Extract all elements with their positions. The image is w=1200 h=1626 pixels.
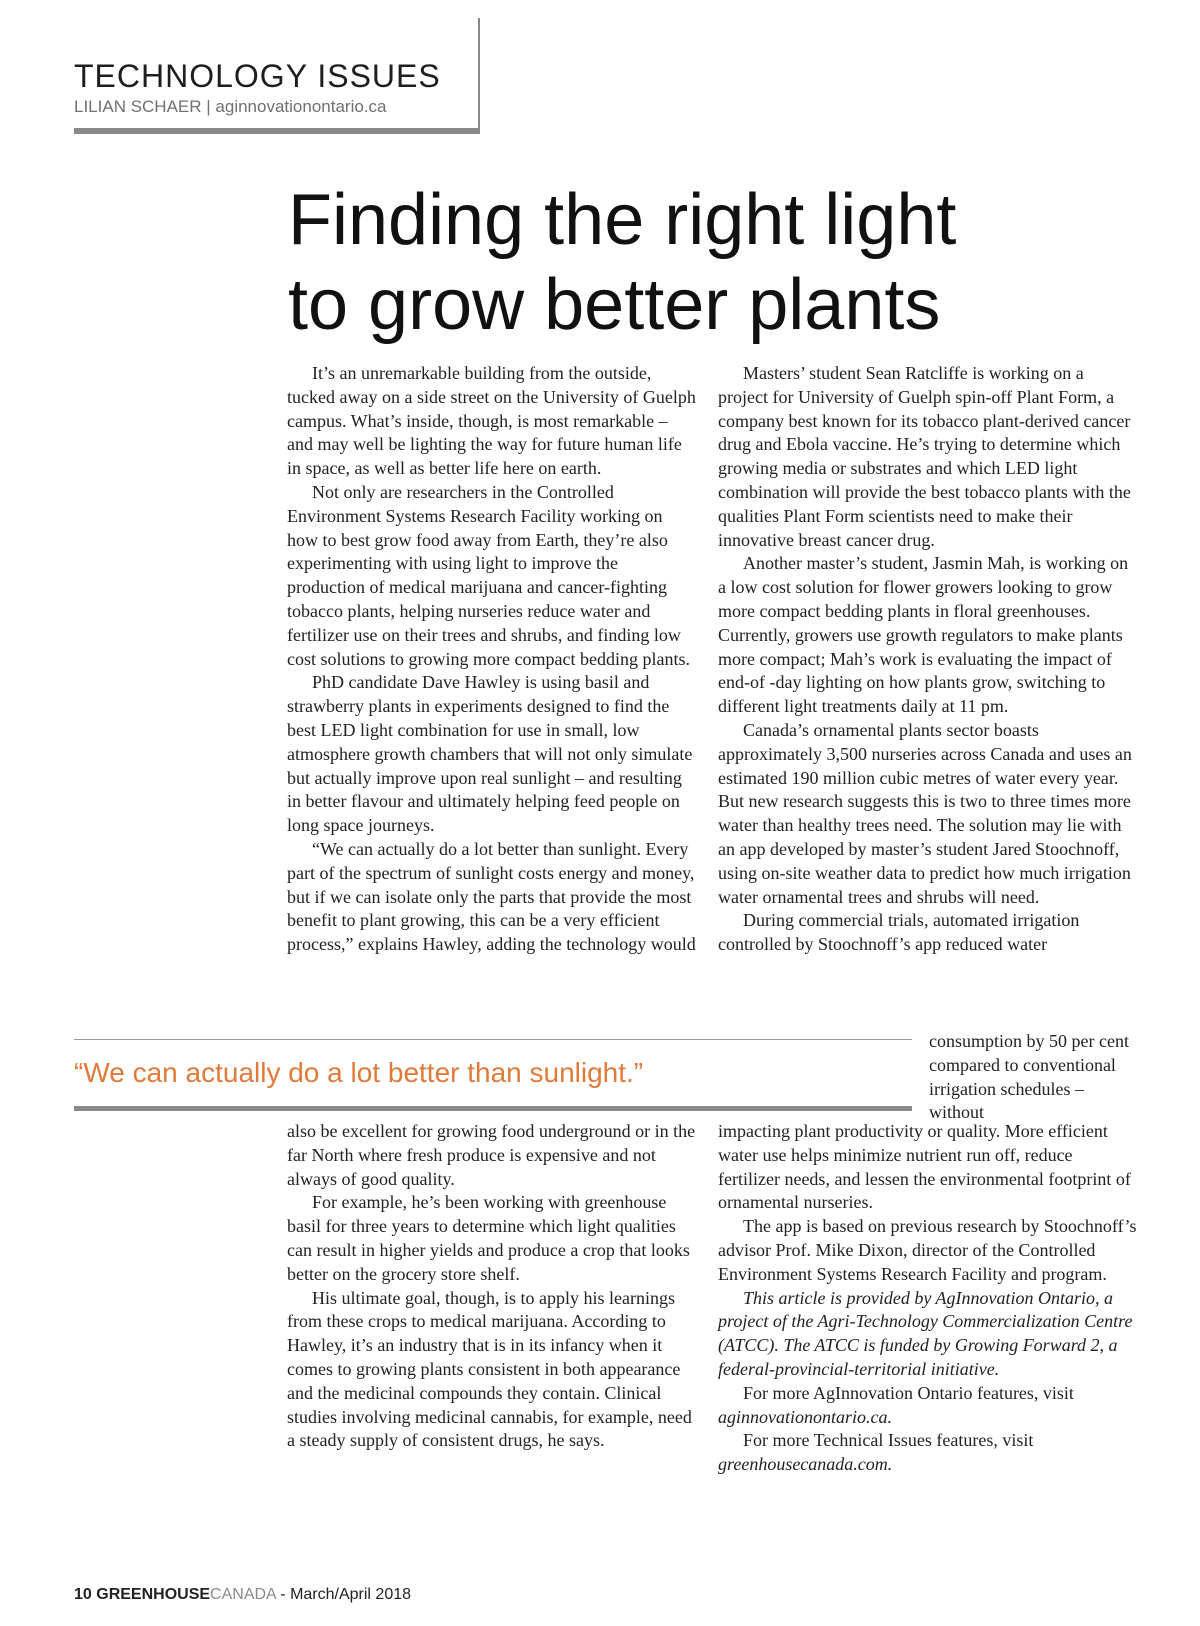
- paragraph: “We can actually do a lot better than sunlight. Every part of the spectrum of sunlight costs energy and money, but if we can isolate only the parts that provide the most benefit to plant growing, this can be a very efficient process,” explains Hawley, adding the technology would: [287, 838, 696, 955]
- paragraph: His ultimate goal, though, is to apply his learnings from these crops to medical marijuana. According to Hawley, it’s an industry that is in its infancy when it comes to growing plants consistent in both appearance and the medicinal compounds they contain. Clinical studies involving medicinal cannabis, for example, need a steady supply of consistent drugs, he says.: [287, 1287, 692, 1451]
- headline-line-1: Finding the right light: [288, 180, 957, 260]
- paragraph: Not only are researchers in the Controlled Environment Systems Research Facility working on how to best grow food away from Earth, they’re also experimenting with using light to improve the production of medical marijuana and cancer-fighting tobacco plants, helping nurseries reduce water and fertilizer use on their trees and shrubs, and finding low cost solutions to growing more compact bedding plants.: [287, 481, 690, 669]
- paragraph: Canada’s ornamental plants sector boasts approximately 3,500 nurseries across Canada and uses an estimated 190 million cubic metres of water every year. But new research suggests this is two to three times more water than healthy trees need. The solution may lie with an app developed by master’s student Jared Stoochnoff, using on-site weather data to predict how much irrigation water ornamental trees and shrubs will need.: [718, 719, 1132, 907]
- right-column-top: [718, 362, 1138, 957]
- section-title: TECHNOLOGY ISSUES: [74, 58, 441, 94]
- paragraph: The app is based on previous research by Stoochnoff’s advisor Prof. Mike Dixon, director of the Controlled Environment Systems Research Facility and program.: [718, 1216, 1137, 1284]
- article-headline: [288, 178, 1168, 348]
- byline: LILIAN SCHAER | aginnovationontario.ca: [74, 97, 387, 116]
- page-footer: [74, 1586, 411, 1604]
- right-column-wrap-text: [929, 1030, 1129, 1125]
- paragraph: Another master’s student, Jasmin Mah, is working on a low cost solution for flower growers looking to grow more compact bedding plants in floral greenhouses. Currently, growers use growth regulators to make plants more compact; Mah’s work is evaluating the impact of end-of -day lighting on how plants grow, switching to different light treatments daily at 11 pm.: [718, 553, 1129, 717]
- pull-quote: “We can actually do a lot better than sunlight.”: [74, 1057, 644, 1088]
- paragraph-continuation: also be excellent for growing food underground or in the far North where fresh produce is expensive and not always of good quality.: [287, 1121, 696, 1189]
- page-number: 10: [74, 1586, 92, 1603]
- pull-quote-bottom-rule: [74, 1106, 912, 1111]
- more-features-technical: [718, 1429, 1138, 1477]
- headline-line-2: to grow better plants: [288, 265, 941, 345]
- header-vertical-rule: [478, 18, 480, 134]
- paragraph-continuation: consumption by 50 per cent compared to conventional irrigation schedules – without: [929, 1031, 1129, 1123]
- header-horizontal-rule: [74, 128, 480, 134]
- magazine-name: GREENHOUSE: [96, 1586, 211, 1603]
- left-column-bottom: [287, 1120, 697, 1453]
- issue-date: - March/April 2018: [280, 1586, 412, 1603]
- article-credit: This article is provided by AgInnovation Ontario, a project of the Agri-Technology Commercialization Centre (ATCC). The ATCC is funded by Growing Forward 2, a federal-provincial-territorial initiative.: [718, 1287, 1133, 1379]
- paragraph: PhD candidate Dave Hawley is using basil and strawberry plants in experiments designed to find the best LED light combination for use in small, low atmosphere growth chambers that will not only simulate but actually improve upon real sunlight – and resulting in better flavour and ultimately helping feed people on long space journeys.: [287, 672, 693, 836]
- pull-quote-top-rule: [74, 1039, 912, 1040]
- more-text: For more AgInnovation Ontario features, visit: [743, 1382, 1074, 1403]
- paragraph: For example, he’s been working with greenhouse basil for three years to determine which light qualities can result in higher yields and produce a crop that looks better on the grocery store shelf.: [287, 1192, 690, 1284]
- paragraph: Masters’ student Sean Ratcliffe is working on a project for University of Guelph spin-off Plant Form, a company best known for its tobacco plant-derived cancer drug and Ebola vaccine. He’s trying to determine which growing media or substrates and which LED light combination will provide the best tobacco plants with the qualities Plant Form scientists need to make their innovative breast cancer drug.: [718, 363, 1131, 550]
- more-features-aginnovation: [718, 1382, 1138, 1430]
- left-column-top: [287, 362, 697, 957]
- paragraph: During commercial trials, automated irrigation controlled by Stoochnoff’s app reduced water: [718, 910, 1080, 955]
- greenhousecanada-link[interactable]: greenhousecanada.com.: [718, 1454, 893, 1475]
- paragraph: It’s an unremarkable building from the outside, tucked away on a side street on the University of Guelph campus. What’s inside, though, is most remarkable – and may well be lighting the way for future human life in space, as well as better life here on earth.: [287, 363, 696, 479]
- magazine-name-suffix: CANADA: [210, 1586, 276, 1603]
- more-text: For more Technical Issues features, visit: [743, 1430, 1034, 1451]
- right-column-bottom: [718, 1120, 1138, 1477]
- aginnovation-link[interactable]: aginnovationontario.ca.: [718, 1406, 892, 1427]
- section-header: [74, 58, 482, 118]
- paragraph-continuation: impacting plant productivity or quality. More efficient water use helps minimize nutrient run off, reduce fertilizer needs, and lessen the environmental footprint of ornamental nurseries.: [718, 1121, 1131, 1213]
